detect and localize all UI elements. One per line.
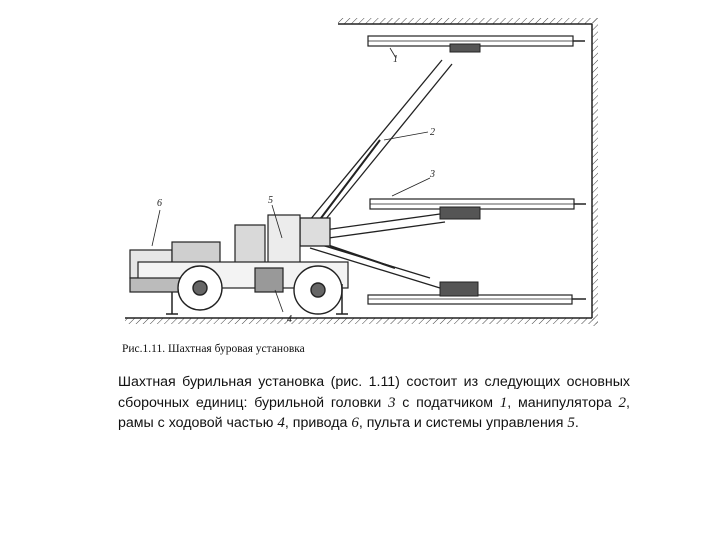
top-drill-feeder bbox=[368, 36, 585, 52]
part-number: 3 bbox=[388, 394, 396, 411]
label-3: 3 bbox=[430, 169, 435, 180]
label-1: 1 bbox=[393, 54, 398, 65]
text-part: с податчиком bbox=[395, 394, 500, 411]
part-number: 6 bbox=[351, 415, 359, 431]
part-number: 1 bbox=[499, 394, 508, 411]
text-part: , рамы с ходовой частью bbox=[118, 394, 630, 431]
text-part: , привода bbox=[284, 415, 352, 431]
part-number: 5 bbox=[567, 415, 575, 431]
label-2: 2 bbox=[430, 127, 435, 138]
text-part: Шахтная бурильная установка (рис. 1.11) состоит из следующих основных сборочных единиц: бурильной головки bbox=[118, 374, 630, 411]
text-part: , пульта и системы управления bbox=[358, 415, 568, 431]
description-paragraph bbox=[118, 372, 630, 434]
part-number: 2 bbox=[618, 394, 627, 411]
label-5: 5 bbox=[268, 195, 273, 206]
label-4: 4 bbox=[287, 314, 292, 325]
text-part: , манипулятора bbox=[507, 394, 619, 411]
text-part: . bbox=[574, 415, 579, 431]
part-number: 4 bbox=[277, 415, 285, 431]
bottom-drill-feeder bbox=[368, 282, 586, 304]
label-6: 6 bbox=[157, 198, 162, 209]
middle-drill-feeder bbox=[370, 199, 586, 219]
figure-caption: Рис.1.11. Шахтная буровая установка bbox=[122, 343, 305, 355]
